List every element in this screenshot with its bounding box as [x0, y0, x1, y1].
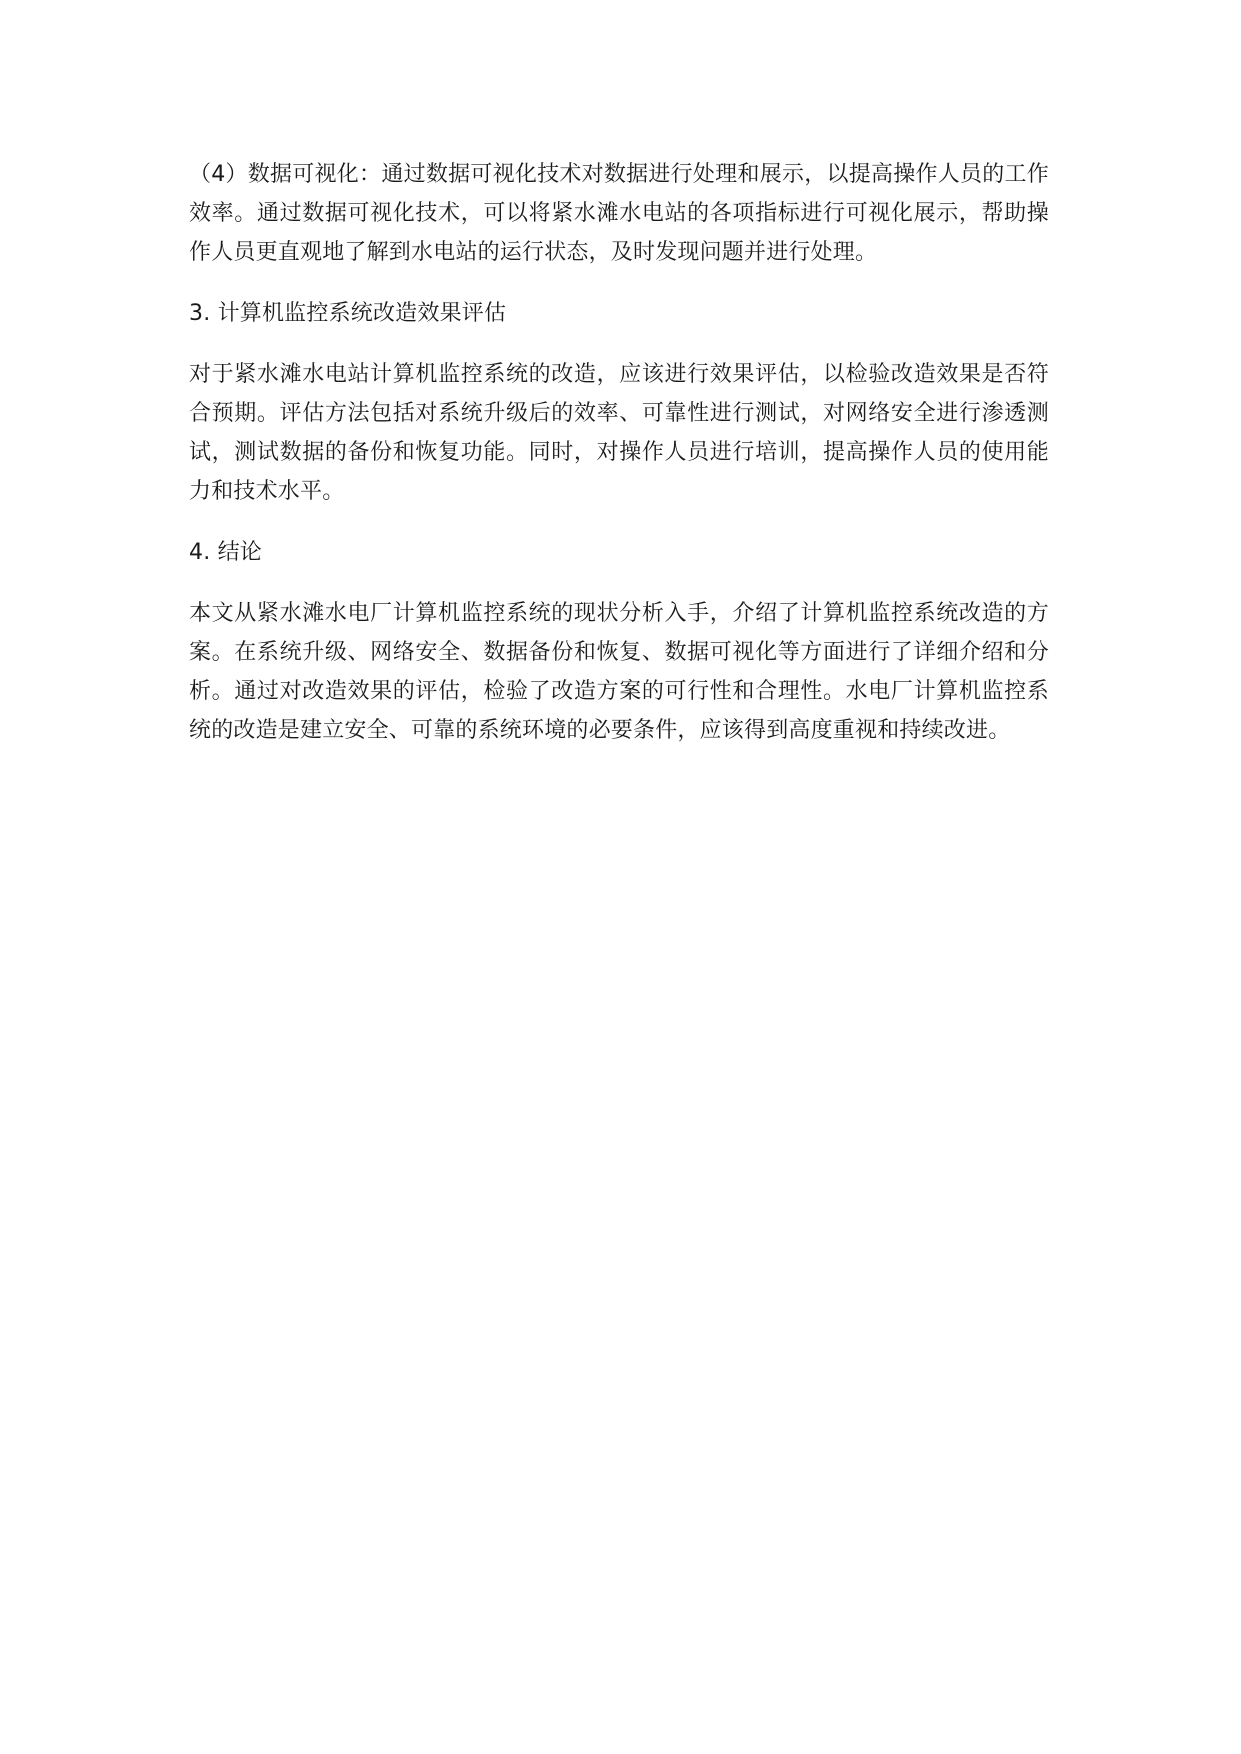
paragraph-conclusion: 本文从紧水滩水电厂计算机监控系统的现状分析入手，介绍了计算机监控系统改造的方案。在系统升级、网络安全、数据备份和恢复、数据可视化等方面进行了详细介绍和分析。通过对改造效果的评估，检验了改造方案的可行性和合理性。水电厂计算机监控系统的改造是建立安全、可靠的系统环境的必要条件，应该得到高度重视和持续改进。	[189, 601, 1049, 743]
section-heading-evaluation: 3. 计算机监控系统改造效果评估	[189, 301, 507, 326]
section-heading-conclusion: 4. 结论	[189, 540, 262, 565]
paragraph-evaluation: 对于紧水滩水电站计算机监控系统的改造，应该进行效果评估，以检验改造效果是否符合预期。评估方法包括对系统升级后的效率、可靠性进行测试，对网络安全进行渗透测试，测试数据的备份和恢复功能。同时，对操作人员进行培训，提高操作人员的使用能力和技术水平。	[189, 362, 1049, 504]
paragraph-data-visualization: （4）数据可视化：通过数据可视化技术对数据进行处理和展示，以提高操作人员的工作效率。通过数据可视化技术，可以将紧水滩水电站的各项指标进行可视化展示，帮助操作人员更直观地了解到水电站的运行状态，及时发现问题并进行处理。	[189, 162, 1049, 265]
document-body	[189, 155, 1049, 772]
